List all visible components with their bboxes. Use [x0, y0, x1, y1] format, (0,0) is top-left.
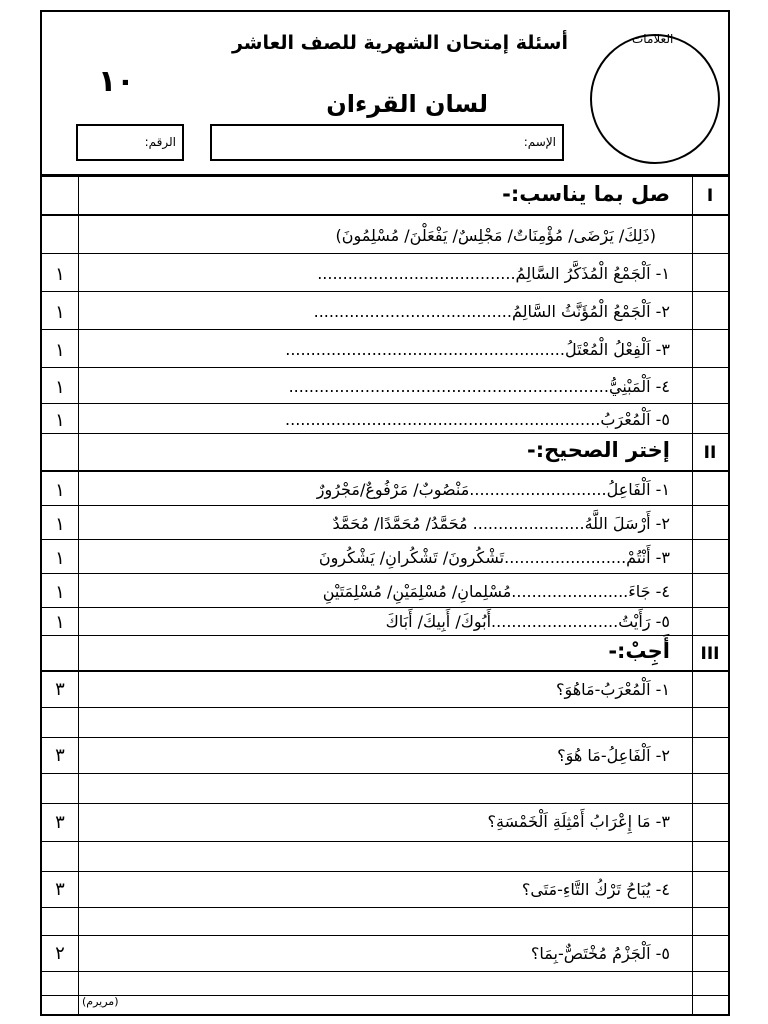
question-row [42, 472, 728, 506]
question-row [42, 404, 728, 434]
section-heading-row [42, 434, 728, 472]
subject-title: لسان القرءان [326, 90, 488, 118]
number-label: الرقم: [144, 135, 176, 149]
number-field[interactable] [76, 124, 184, 161]
question-row [42, 872, 728, 908]
question-row [42, 330, 728, 368]
exam-sheet [40, 10, 730, 1016]
question-row [42, 738, 728, 774]
question-row [42, 254, 728, 292]
section-number: I [706, 186, 714, 206]
name-field[interactable] [210, 124, 564, 161]
question-mark: ١ [55, 480, 65, 501]
marks-circle [590, 34, 720, 164]
question-row [42, 608, 728, 636]
question-text: ٢- اَلْجَمْعُ الْمُؤَنَّثُ السَّالِمُ....................................... [313, 302, 670, 321]
answer-row[interactable] [42, 708, 728, 738]
exam-title: أسئلة إمتحان الشهرية للصف العاشر [231, 32, 568, 54]
question-mark: ٣ [55, 812, 65, 833]
question-row [42, 936, 728, 972]
question-text: ٣- مَا إِعْرَابُ أَمْثِلَةِ اَلْخَمْسَةِ؟ [487, 812, 670, 831]
options-row [42, 216, 728, 254]
question-text: ٣- أَنْتُمْ........................تَشْكُرونَ/ تَشْكُرانِ/ يَشْكُرونَ [318, 548, 670, 567]
total-marks: ١٠ [98, 64, 135, 99]
question-text: ١- اَلْجَمْعُ الْمُذَكَّرُ السَّالِمُ....................................... [317, 264, 670, 283]
question-text: ٤- جَاءَ.......................مُسْلِمانِ/ مُسْلِمَيْنِ/ مُسْلِمَتَيْنِ [322, 582, 670, 601]
answer-row[interactable] [42, 842, 728, 872]
question-row [42, 368, 728, 404]
question-mark: ١ [55, 514, 65, 535]
question-text: ٢- أَرْسَلَ اللَّهُ...................... مُحَمَّدُ/ مُحَمَّدًا/ مُحَمَّدٌ [332, 514, 670, 533]
section-heading-row [42, 636, 728, 672]
question-text: ٢- اَلْفَاعِلُ-مَا هُوَ؟ [557, 746, 670, 765]
question-text: ٤- اَلْمَبْنِيُّ............................................................... [288, 377, 670, 396]
question-mark: ٢ [55, 943, 65, 964]
question-mark: ١ [55, 264, 65, 285]
question-row [42, 292, 728, 330]
question-mark: ١ [55, 548, 65, 569]
question-row [42, 672, 728, 708]
author-note: (مريرم) [82, 995, 119, 1008]
question-text: ٥- اَلْجَزْمُ مُخْتَصٌّ-بِمَا؟ [530, 944, 670, 963]
question-row [42, 540, 728, 574]
question-mark: ١ [55, 410, 65, 431]
question-mark: ٣ [55, 879, 65, 900]
question-mark: ٣ [55, 745, 65, 766]
section-heading: إختر الصحيح:- [526, 438, 670, 462]
section-heading: أَجِبْ:- [608, 639, 670, 663]
question-text: ٥- رَأَيْتُ.........................أَبُوكَ/ أَبِيكَ/ أَبَاكَ [385, 612, 670, 631]
question-text: ١- اَلْمُعْرَبُ-مَاهُوَ؟ [555, 680, 670, 699]
section-heading: صل بما يناسب:- [502, 182, 670, 206]
question-row [42, 506, 728, 540]
section-heading-row [42, 176, 728, 216]
section-number: III [700, 644, 720, 664]
name-label: الإسم: [523, 135, 556, 149]
question-mark: ١ [55, 302, 65, 323]
question-mark: ١ [55, 340, 65, 361]
question-text: ٣- اَلْفِعْلُ الْمُعْتَلُ....................................................... [285, 340, 670, 359]
question-text: ٤- يُبَاحُ تَرْكُ التَّاءِ-مَتَى؟ [521, 880, 670, 899]
question-mark: ٣ [55, 679, 65, 700]
exam-header [42, 12, 728, 177]
answer-row[interactable] [42, 908, 728, 936]
marks-label: العلامات [632, 32, 674, 46]
answer-row[interactable] [42, 774, 728, 804]
section-number: II [703, 443, 717, 463]
options-text: (ذَلِكَ/ يَرْضَى/ مُؤْمِنَاتٌ/ مَجْلِسٌ/ يَفْعَلْنَ/ مُسْلِمُونَ) [335, 226, 656, 245]
question-row [42, 574, 728, 608]
question-text: ١- اَلْفَاعِلُ...........................مَنْصُوبٌ/ مَرْفُوعٌ/مَجْرُورٌ [316, 480, 670, 499]
question-mark: ١ [55, 377, 65, 398]
question-row [42, 804, 728, 842]
question-text: ٥- اَلْمُعْرَبُ.............................................................. [285, 410, 670, 429]
question-mark: ١ [55, 612, 65, 633]
answer-row[interactable] [42, 972, 728, 996]
question-mark: ١ [55, 582, 65, 603]
